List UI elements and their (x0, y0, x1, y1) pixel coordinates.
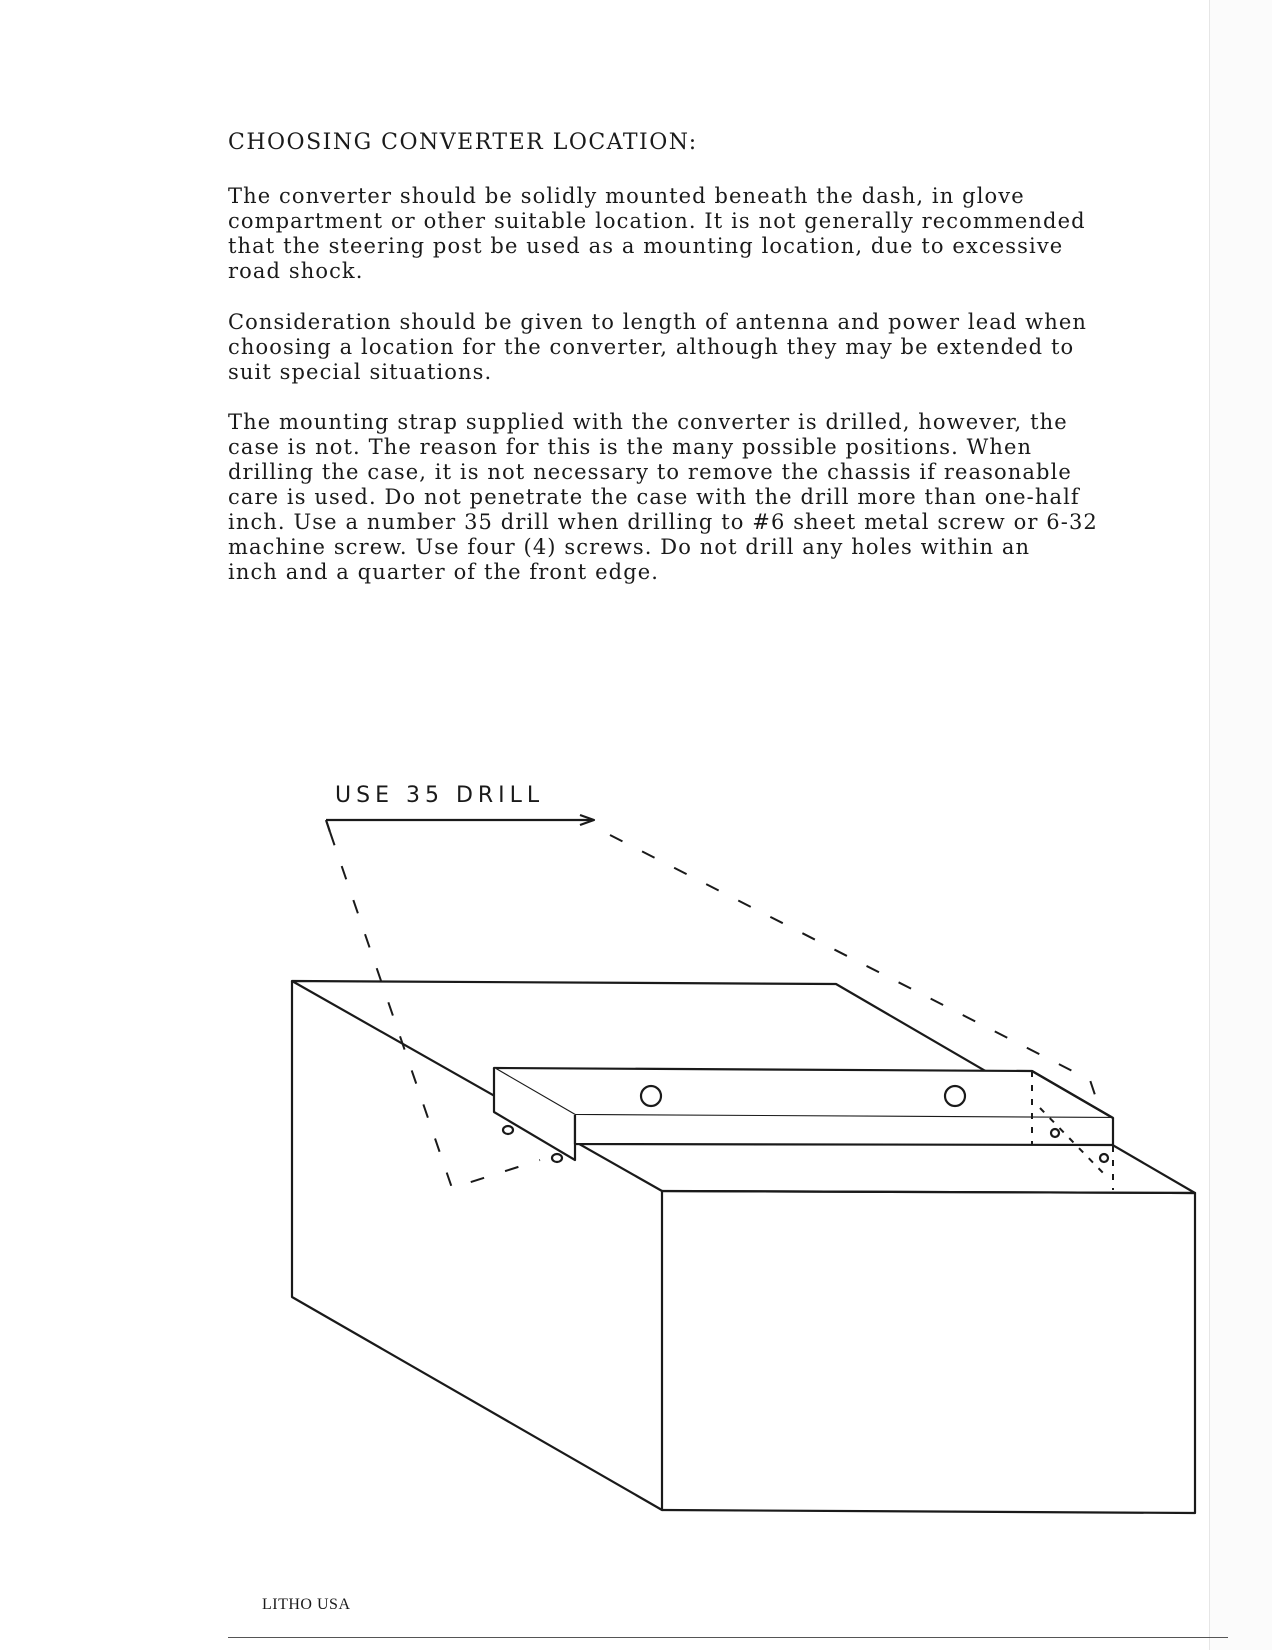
footer-imprint: LITHO USA (262, 1596, 351, 1613)
case-left-face (292, 981, 662, 1510)
converter-case-diagram (0, 770, 1272, 1550)
paragraph-lead-length: Consideration should be given to length of antenna and power lead when choosing a location for the converter, although they may be extended to suit special situations. (228, 310, 1088, 384)
strap-top-face (494, 1068, 1113, 1118)
case-side-hole (1100, 1154, 1108, 1162)
drill-label: USE 35 DRILL (335, 783, 545, 808)
case-front-face (662, 1191, 1195, 1513)
label-leader-tick (326, 820, 330, 832)
flange-hole-1 (503, 1126, 513, 1134)
paragraph-mounting: The converter should be solidly mounted beneath the dash, in glove compartment or other suitable location. It is not generally recommended that the steering post be used as a mounting location, due to excessive road shock. (228, 184, 1086, 283)
bottom-rule (228, 1637, 1228, 1638)
paragraph-drilling: The mounting strap supplied with the converter is drilled, however, the case is not. The reason for this is the many possible positions. When drilling the case, it is not necessary to remove the chassis if reasonable care is used. Do not penetrate the case with the drill more than one-half inch. Use a number 35 drill when drilling to #6 sheet metal screw or 6-32 machine screw. Use four (4) screws. Do not drill any holes within an inch and a quarter of the front edge. (228, 410, 1098, 584)
section-heading: CHOOSING CONVERTER LOCATION: (228, 130, 698, 155)
flange-hole-2 (552, 1154, 562, 1162)
